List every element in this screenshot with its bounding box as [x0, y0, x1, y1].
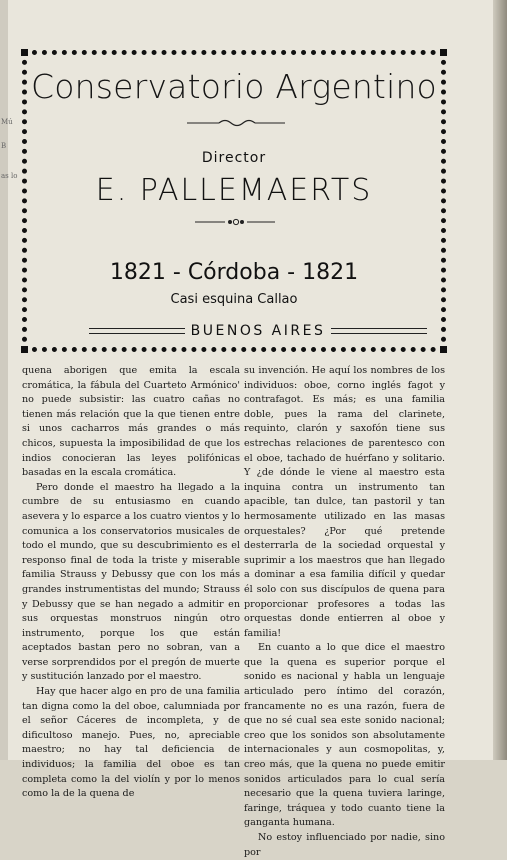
right-text-column	[244, 364, 445, 860]
ad-city: BUENOS AIRES	[190, 323, 326, 339]
advertisement-box	[22, 50, 446, 352]
ad-title: Conservatorio Argentino	[31, 67, 437, 106]
flourish-ornament	[27, 117, 441, 129]
paragraph: quena aborigen que emita la escala cromática, la fábula del Cuarteto Armónico' no puede subsistir: las cuatro cañas no tienen más relación que la que tienen entre si unos cacharros más grandes o más chicos, supuesta la imposibilidad de que los indios conocieran las leyes polifónicas basadas en la escala cromática.	[22, 365, 240, 479]
ad-city-row	[89, 323, 427, 339]
ad-corner-text: Casi esquina Callao	[170, 292, 298, 307]
paragraph: su invención. He aquí los nombres de los individuos: oboe, corno inglés fagot y contrafagot. Es más; es una familia doble, pues la rama del clarinete, requinto, clarón y saxofón tiene sus estrechas relaciones de parentesco con el oboe, tachado de huérfano y solitario. Y ¿de dónde le viene al maestro esta inquina contra un instrumento tan apacible, tan dulce, tan pastoril y tan hermosamente utilizado en las masas orquestales? ¿Por qué pretende desterrarla de la sociedad orquestal y suprimir a los maestros que han llegado a dominar a esa familia difícil y quedar él solo con sus discípulos de quena para proporcionar profesores a todas las orquestas donde entierren al oboe y familia!	[244, 365, 445, 639]
margin-note: Mú	[1, 118, 13, 126]
paragraph: En cuanto a lo que dice el maestro que la quena es superior porque el sonido es nacional y habla un lenguaje articulado pero íntimo del corazón, francamente no es una razón, fuera de que no sé cual sea este sonido nacional; creo que los sonidos son absolutamente internacionales y aun cosmopolitas, y, creo más, que la quena no puede emitir sonidos articulados para lo cual sería necesario que la quena tuviera laringe, faringe, tráquea y todo cuanto tiene la ganganta humana.	[244, 642, 445, 829]
margin-note: B	[1, 142, 7, 150]
ad-address: 1821 - Córdoba - 1821	[109, 260, 359, 285]
paragraph: Hay que hacer algo en pro de una familia tan digna como la del oboe, calumniada por el señor Cáceres de incompleta, y de dificultoso manejo. Pues, no, apreciable maestro; no hay tal deficiencia de individuos; la familia del oboe es tan completa como la del violín y por lo menos como la de la quena de	[22, 686, 240, 800]
divider-ornament	[27, 217, 441, 227]
page-left-edge	[0, 0, 8, 760]
left-text-column	[22, 364, 240, 802]
paragraph: Pero donde el maestro ha llegado a la cumbre de su entusiasmo en cuando asevera y lo esparce a los cuatro vientos y lo comunica a los conservatorios musicales de todo el mundo, que su descubrimiento es el responso final de toda la triste y miserable familia Strauss y Debussy que con los más grandes instrumentistas del mundo; Strauss y Debussy que se han negado a admitir en sus orquestas monstruos ningún otro instrumento, porque los que están aceptados bastan pero no sobran, van a verse sorprendidos por el pregón de muerte y sustitución lanzado por el maestro.	[22, 481, 240, 683]
double-rule	[89, 328, 185, 334]
book-spine	[493, 0, 507, 760]
ad-director-name: E. PALLEMAERTS	[95, 173, 373, 208]
margin-note: as lo	[1, 172, 18, 180]
double-rule	[331, 328, 427, 334]
ad-director-label: Director	[201, 150, 267, 166]
paragraph: No estoy influenciado por nadie, sino por	[244, 832, 445, 858]
